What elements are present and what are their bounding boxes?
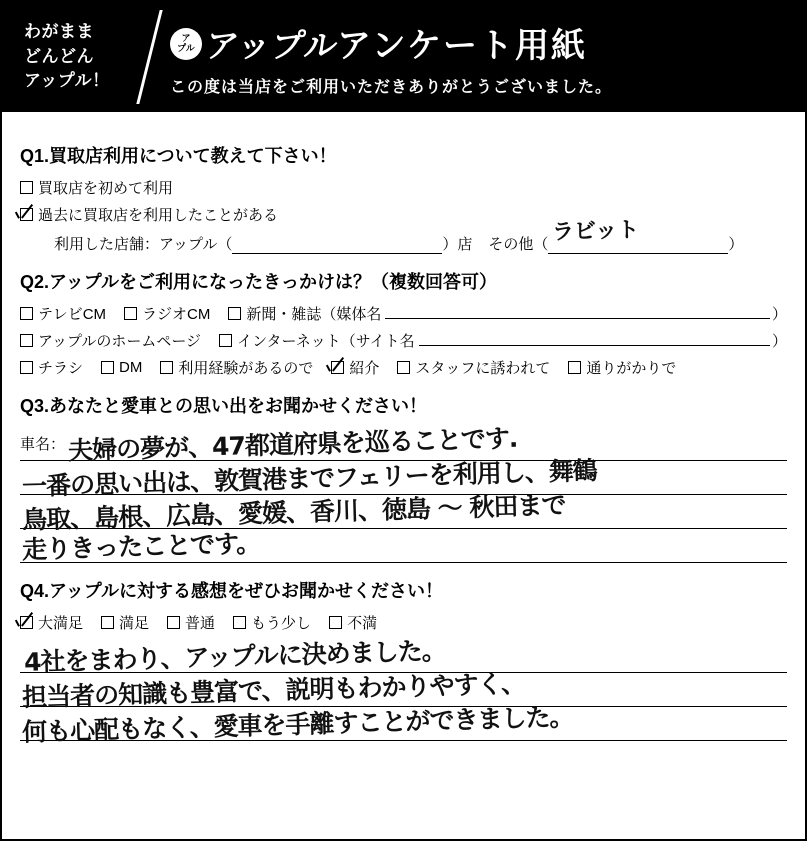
q4-answer-area[interactable] [20, 636, 787, 747]
q2-option-referral[interactable] [331, 357, 379, 378]
q1-option-row-2 [20, 204, 787, 225]
q3-car-name-label: 車名： [20, 433, 67, 454]
q2-option-homepage-label: アップルのホームページ [38, 333, 202, 350]
q2-option-row-2 [20, 330, 787, 351]
sheet-header [2, 2, 805, 112]
q2-option-staff-invite-label: スタッフに誘われて [415, 360, 551, 377]
checkbox-icon[interactable] [101, 361, 114, 374]
q1-shop-close-paren: ）店 [442, 236, 473, 253]
q2-option-internet[interactable] [219, 330, 415, 351]
q1-option-used-before[interactable] [20, 204, 278, 225]
checkbox-icon[interactable] [228, 307, 241, 320]
q2-option-homepage[interactable] [20, 330, 201, 351]
q4-handwriting-line-3: 何も心配もなく、愛車を手離すことができました。 [21, 702, 574, 747]
q4-option-very-satisfied-label: 大満足 [38, 615, 84, 632]
q4-option-very-satisfied[interactable] [20, 612, 83, 633]
checkbox-checked-icon[interactable] [20, 616, 33, 629]
checkbox-icon[interactable] [124, 307, 137, 320]
checkbox-icon[interactable] [20, 181, 33, 194]
sheet-body [2, 112, 805, 747]
checkbox-icon[interactable] [329, 616, 342, 629]
q3-handwriting-line-1: 夫婦の夢が、47都道府県を巡ることです. [67, 423, 518, 466]
q3-rule-3 [20, 490, 787, 535]
q2-option-dm-label: DM [119, 359, 143, 376]
q2-newspaper-close: ） [771, 306, 787, 323]
apple-logo-icon: ア プル [170, 28, 202, 60]
q4-option-dissatisfied-label: 不満 [347, 615, 378, 632]
checkbox-icon[interactable] [568, 361, 581, 374]
q1-title: Q1.買取店利用について教えて下さい！ [20, 146, 337, 166]
q3-title: Q3.あなたと愛車との思い出をお聞かせください！ [20, 396, 428, 416]
q2-option-flyer[interactable] [20, 357, 83, 378]
sheet-subtitle: この度は当店をご利用いただきありがとうございました。 [170, 79, 613, 96]
q1-shop-other-handwriting: ラビット [552, 217, 640, 246]
q3-handwriting-line-2: 一番の思い出は、敦賀港までフェリーを利用し、舞鶴 [21, 455, 598, 502]
brand-logo [170, 20, 341, 67]
checkbox-icon[interactable] [219, 334, 232, 347]
q1-shop-other-input[interactable] [548, 217, 728, 254]
q2-option-staff-invite[interactable] [397, 357, 550, 378]
checkbox-checked-icon[interactable] [331, 361, 344, 374]
q2-option-passing-by[interactable] [568, 357, 676, 378]
checkbox-icon[interactable] [167, 616, 180, 629]
header-slogan-line-1: わがまま [24, 22, 94, 42]
q3-answer-area[interactable] [20, 423, 787, 565]
header-slogan-line-2: どんどん [24, 46, 94, 66]
q3-rule-4 [20, 529, 787, 563]
q2-option-tv-cm[interactable] [20, 303, 106, 324]
q2-option-internet-label: インターネット（サイト名 [237, 333, 415, 350]
q1-option-row-1 [20, 177, 787, 198]
sheet-title: アンケート用紙 [337, 27, 587, 65]
q4-handwriting-line-2: 担当者の知識も豊富で、説明もわかりやすく、 [21, 668, 526, 713]
checkbox-icon[interactable] [101, 616, 114, 629]
header-slogan [24, 12, 144, 102]
checkbox-icon[interactable] [397, 361, 410, 374]
q1-shop-apple-label: アップル（ [159, 236, 233, 253]
checkbox-icon[interactable] [233, 616, 246, 629]
q2-option-flyer-label: チラシ [38, 360, 84, 377]
q2-option-referral-label: 紹介 [349, 360, 380, 377]
q4-handwriting-line-1: 4社をまわり、アップルに決めました。 [23, 636, 447, 677]
q2-newspaper-input[interactable] [385, 306, 770, 319]
q1-shop-other-close: ） [728, 236, 744, 253]
q4-title: Q4.アップルに対する感想をぜひお聞かせください！ [20, 581, 444, 601]
checkbox-checked-icon[interactable] [20, 208, 33, 221]
q2-option-row-3 [20, 357, 787, 378]
q3-handwriting-line-3: 鳥取、島根、広島、愛媛、香川、徳島 ～ 秋田まで [21, 490, 566, 535]
q2-option-radio-cm[interactable] [124, 303, 210, 324]
q1-shop-other-label: その他（ [488, 236, 549, 253]
q4-option-dissatisfied[interactable] [329, 612, 377, 633]
q2-option-experience-label: 利用経験があるので [178, 360, 314, 377]
q1-shop-apple-input[interactable] [232, 238, 442, 254]
q2-option-dm[interactable] [101, 359, 142, 376]
q4-option-satisfied-label: 満足 [119, 615, 150, 632]
q4-option-satisfied[interactable] [101, 612, 149, 633]
q1-shop-label: 利用した店舗： [54, 236, 160, 253]
q4-option-a-little-more[interactable] [233, 612, 311, 633]
q2-option-newspaper-label: 新聞・雑誌（媒体名 [246, 306, 382, 323]
q1-option-first-time[interactable] [20, 177, 173, 198]
q4-option-neutral-label: 普通 [185, 615, 216, 632]
q2-title: Q2.アップルをご利用になったきっかけは？（複数回答可） [20, 272, 498, 292]
header-slogan-line-3: アップル！ [24, 71, 110, 91]
q2-internet-close: ） [771, 333, 787, 350]
checkbox-icon[interactable] [20, 307, 33, 320]
q2-option-tv-cm-label: テレビCM [38, 306, 107, 323]
q2-internet-input[interactable] [419, 333, 770, 346]
checkbox-icon[interactable] [20, 361, 33, 374]
q1-option-first-time-label: 買取店を初めて利用 [38, 180, 174, 197]
q4-rule-3 [20, 702, 787, 747]
q2-option-newspaper[interactable] [228, 303, 381, 324]
q1-option-used-before-label: 過去に買取店を利用したことがある [38, 207, 279, 224]
brand-logo-text: アップル [203, 27, 341, 64]
checkbox-icon[interactable] [20, 334, 33, 347]
q2-option-experience[interactable] [160, 357, 313, 378]
q2-option-passing-by-label: 通りがかりで [586, 360, 677, 377]
checkbox-icon[interactable] [160, 361, 173, 374]
q4-option-row [20, 612, 787, 633]
q3-handwriting-line-4: 走りきったことです。 [21, 528, 261, 565]
q2-option-radio-cm-label: ラジオCM [142, 306, 211, 323]
q2-option-row-1 [20, 303, 787, 324]
q4-option-a-little-more-label: もう少し [251, 615, 312, 632]
q1-shop-line [54, 217, 787, 254]
q4-option-neutral[interactable] [167, 612, 215, 633]
